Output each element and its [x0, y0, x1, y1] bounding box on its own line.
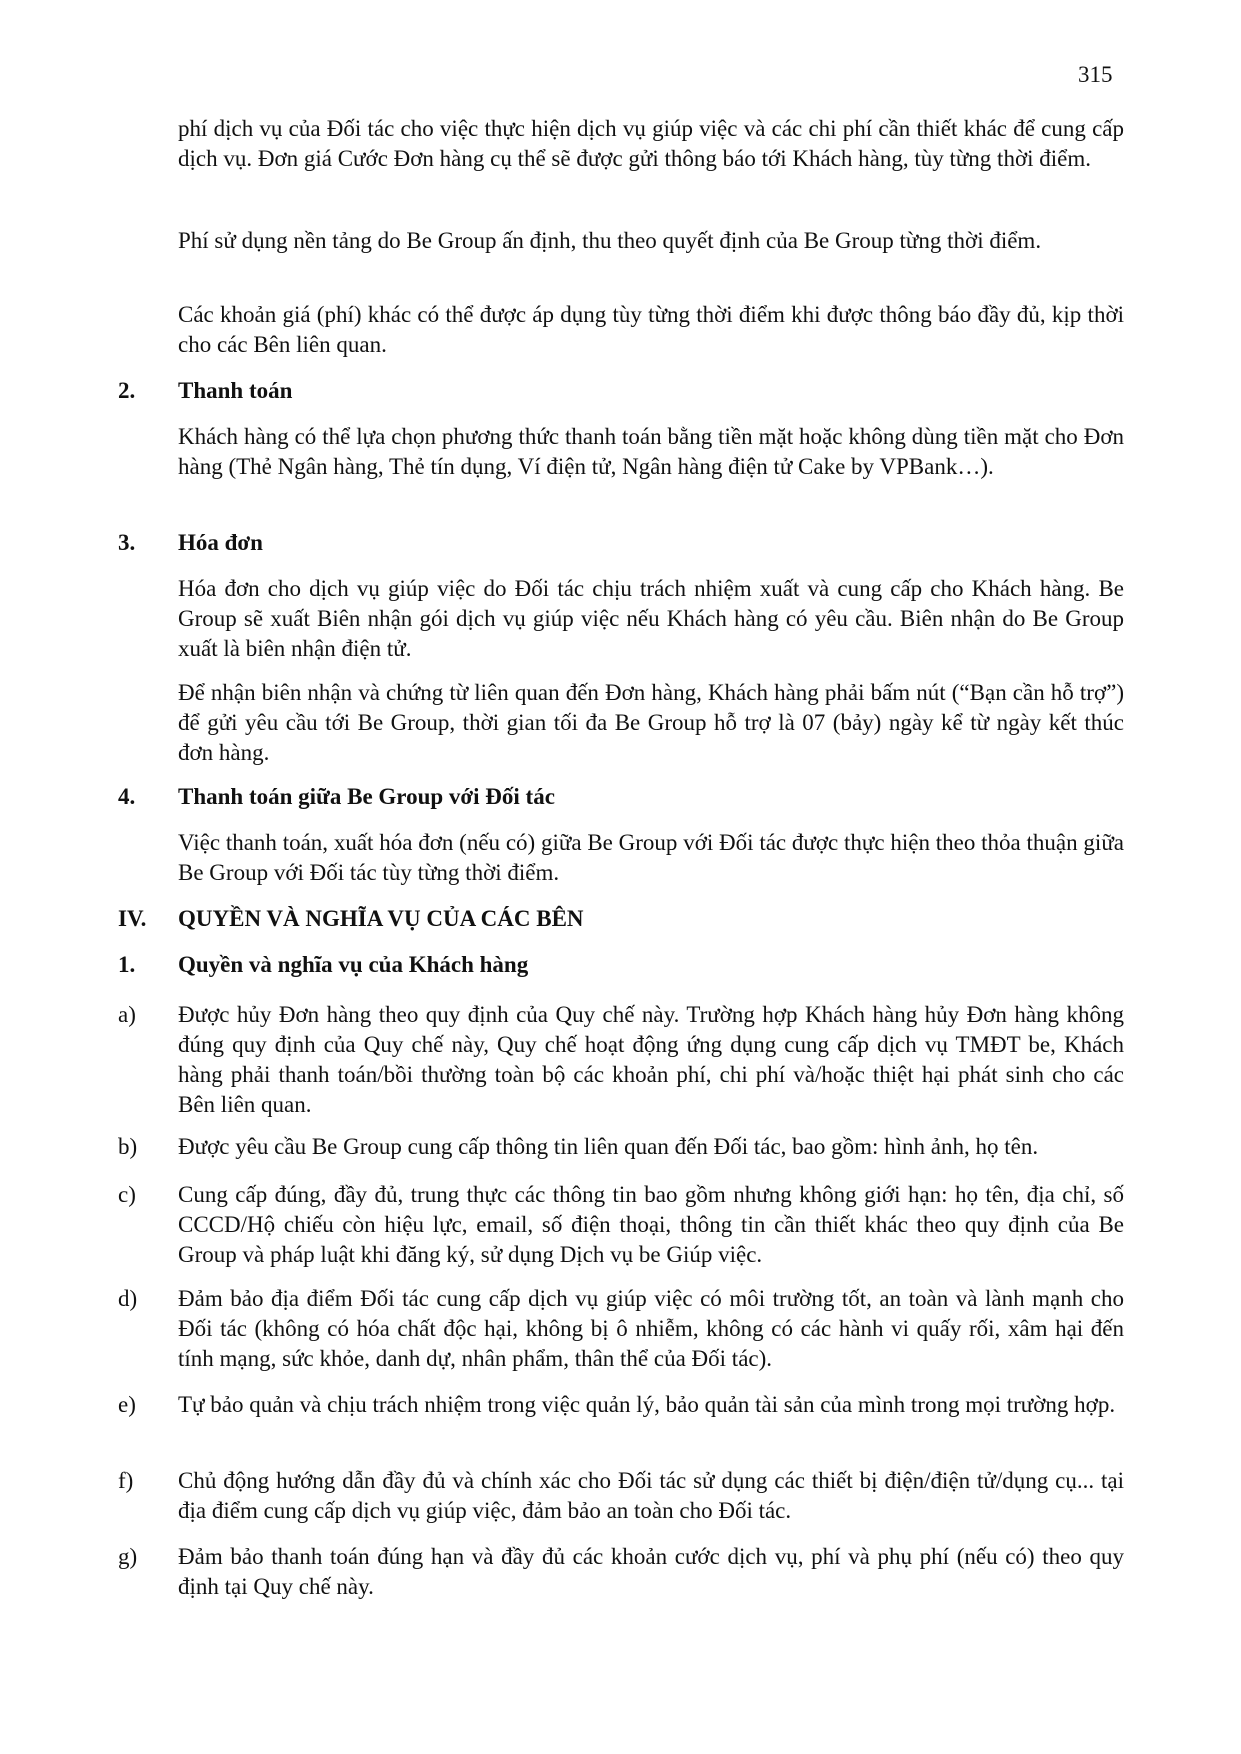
heading-text: Thanh toán giữa Be Group với Đối tác	[178, 784, 555, 809]
paragraph-other-fees: Các khoản giá (phí) khác có thể được áp dụng tùy từng thời điểm khi được thông báo đầy đủ, kịp thời cho các Bên liên quan.	[178, 302, 1124, 357]
heading-number: 3.	[118, 530, 136, 555]
list-item-label: g)	[118, 1544, 138, 1569]
heading-number: 1.	[118, 952, 136, 977]
paragraph-receipt-request: Để nhận biên nhận và chứng từ liên quan đến Đơn hàng, Khách hàng phải bấm nút (“Bạn cần hỗ trợ”) để gửi yêu cầu tới Be Group, thời gian tối đa Be Group hỗ trợ là 07 (bảy) ngày kể từ ngày kết thúc đơn hàng.	[178, 680, 1124, 765]
paragraph-fee-description: phí dịch vụ của Đối tác cho việc thực hiện dịch vụ giúp việc và các chi phí cần thiết khác để cung cấp dịch vụ. Đơn giá Cước Đơn hàng cụ thể sẽ được gửi thông báo tới Khách hàng, tùy từng thời điểm.	[178, 116, 1124, 171]
list-item-label: d)	[118, 1286, 138, 1311]
list-item-text: Đảm bảo thanh toán đúng hạn và đầy đủ các khoản cước dịch vụ, phí và phụ phí (nếu có) theo quy định tại Quy chế này.	[178, 1544, 1124, 1599]
list-item-text: Tự bảo quản và chịu trách nhiệm trong việc quản lý, bảo quản tài sản của mình trong mọi trường hợp.	[178, 1392, 1116, 1417]
paragraph-platform-fee: Phí sử dụng nền tảng do Be Group ấn định, thu theo quyết định của Be Group từng thời điểm.	[178, 228, 1042, 253]
heading-text: Hóa đơn	[178, 530, 263, 555]
heading-text: QUYỀN VÀ NGHĨA VỤ CỦA CÁC BÊN	[178, 906, 584, 931]
heading-text: Quyền và nghĩa vụ của Khách hàng	[178, 952, 529, 977]
list-item-label: a)	[118, 1002, 136, 1027]
heading-number: 2.	[118, 378, 136, 403]
list-item-text: Chủ động hướng dẫn đầy đủ và chính xác cho Đối tác sử dụng các thiết bị điện/điện tử/dụng cụ... tại địa điểm cung cấp dịch vụ giúp việc, đảm bảo an toàn cho Đối tác.	[178, 1468, 1124, 1523]
paragraph-invoice: Hóa đơn cho dịch vụ giúp việc do Đối tác chịu trách nhiệm xuất và cung cấp cho Khách hàng. Be Group sẽ xuất Biên nhận gói dịch vụ giúp việc nếu Khách hàng có yêu cầu. Biên nhận do Be Group xuất là biên nhận điện tử.	[178, 576, 1124, 661]
list-item-text: Cung cấp đúng, đầy đủ, trung thực các thông tin bao gồm nhưng không giới hạn: họ tên, địa chỉ, số CCCD/Hộ chiếu còn hiệu lực, email, số điện thoại, thông tin cần thiết khác theo quy định của Be Group và pháp luật khi đăng ký, sử dụng Dịch vụ be Giúp việc.	[178, 1182, 1124, 1267]
paragraph-partner-payment: Việc thanh toán, xuất hóa đơn (nếu có) giữa Be Group với Đối tác được thực hiện theo thỏa thuận giữa Be Group với Đối tác tùy từng thời điểm.	[178, 830, 1124, 885]
heading-text: Thanh toán	[178, 378, 293, 403]
list-item-label: c)	[118, 1182, 136, 1207]
paragraph-payment-methods: Khách hàng có thể lựa chọn phương thức thanh toán bằng tiền mặt hoặc không dùng tiền mặt cho Đơn hàng (Thẻ Ngân hàng, Thẻ tín dụng, Ví điện tử, Ngân hàng điện tử Cake by VPBank…).	[178, 424, 1124, 479]
list-item-text: Được hủy Đơn hàng theo quy định của Quy chế này. Trường hợp Khách hàng hủy Đơn hàng không đúng quy định của Quy chế này, Quy chế hoạt động ứng dụng cung cấp dịch vụ TMĐT be, Khách hàng phải thanh toán/bồi thường toàn bộ các khoản phí, chi phí và/hoặc thiệt hại phát sinh cho các Bên liên quan.	[178, 1002, 1124, 1117]
list-item-text: Đảm bảo địa điểm Đối tác cung cấp dịch vụ giúp việc có môi trường tốt, an toàn và lành mạnh cho Đối tác (không có hóa chất độc hại, không bị ô nhiễm, không có các hành vi quấy rối, xâm hại đến tính mạng, sức khỏe, danh dự, nhân phẩm, thân thể của Đối tác).	[178, 1286, 1124, 1371]
list-item-label: f)	[118, 1468, 134, 1493]
list-item-label: b)	[118, 1134, 138, 1159]
page-number: 315	[1078, 62, 1113, 87]
heading-number: 4.	[118, 784, 136, 809]
list-item-text: Được yêu cầu Be Group cung cấp thông tin liên quan đến Đối tác, bao gồm: hình ảnh, họ tên.	[178, 1134, 1039, 1159]
list-item-label: e)	[118, 1392, 136, 1417]
heading-number: IV.	[118, 906, 147, 931]
